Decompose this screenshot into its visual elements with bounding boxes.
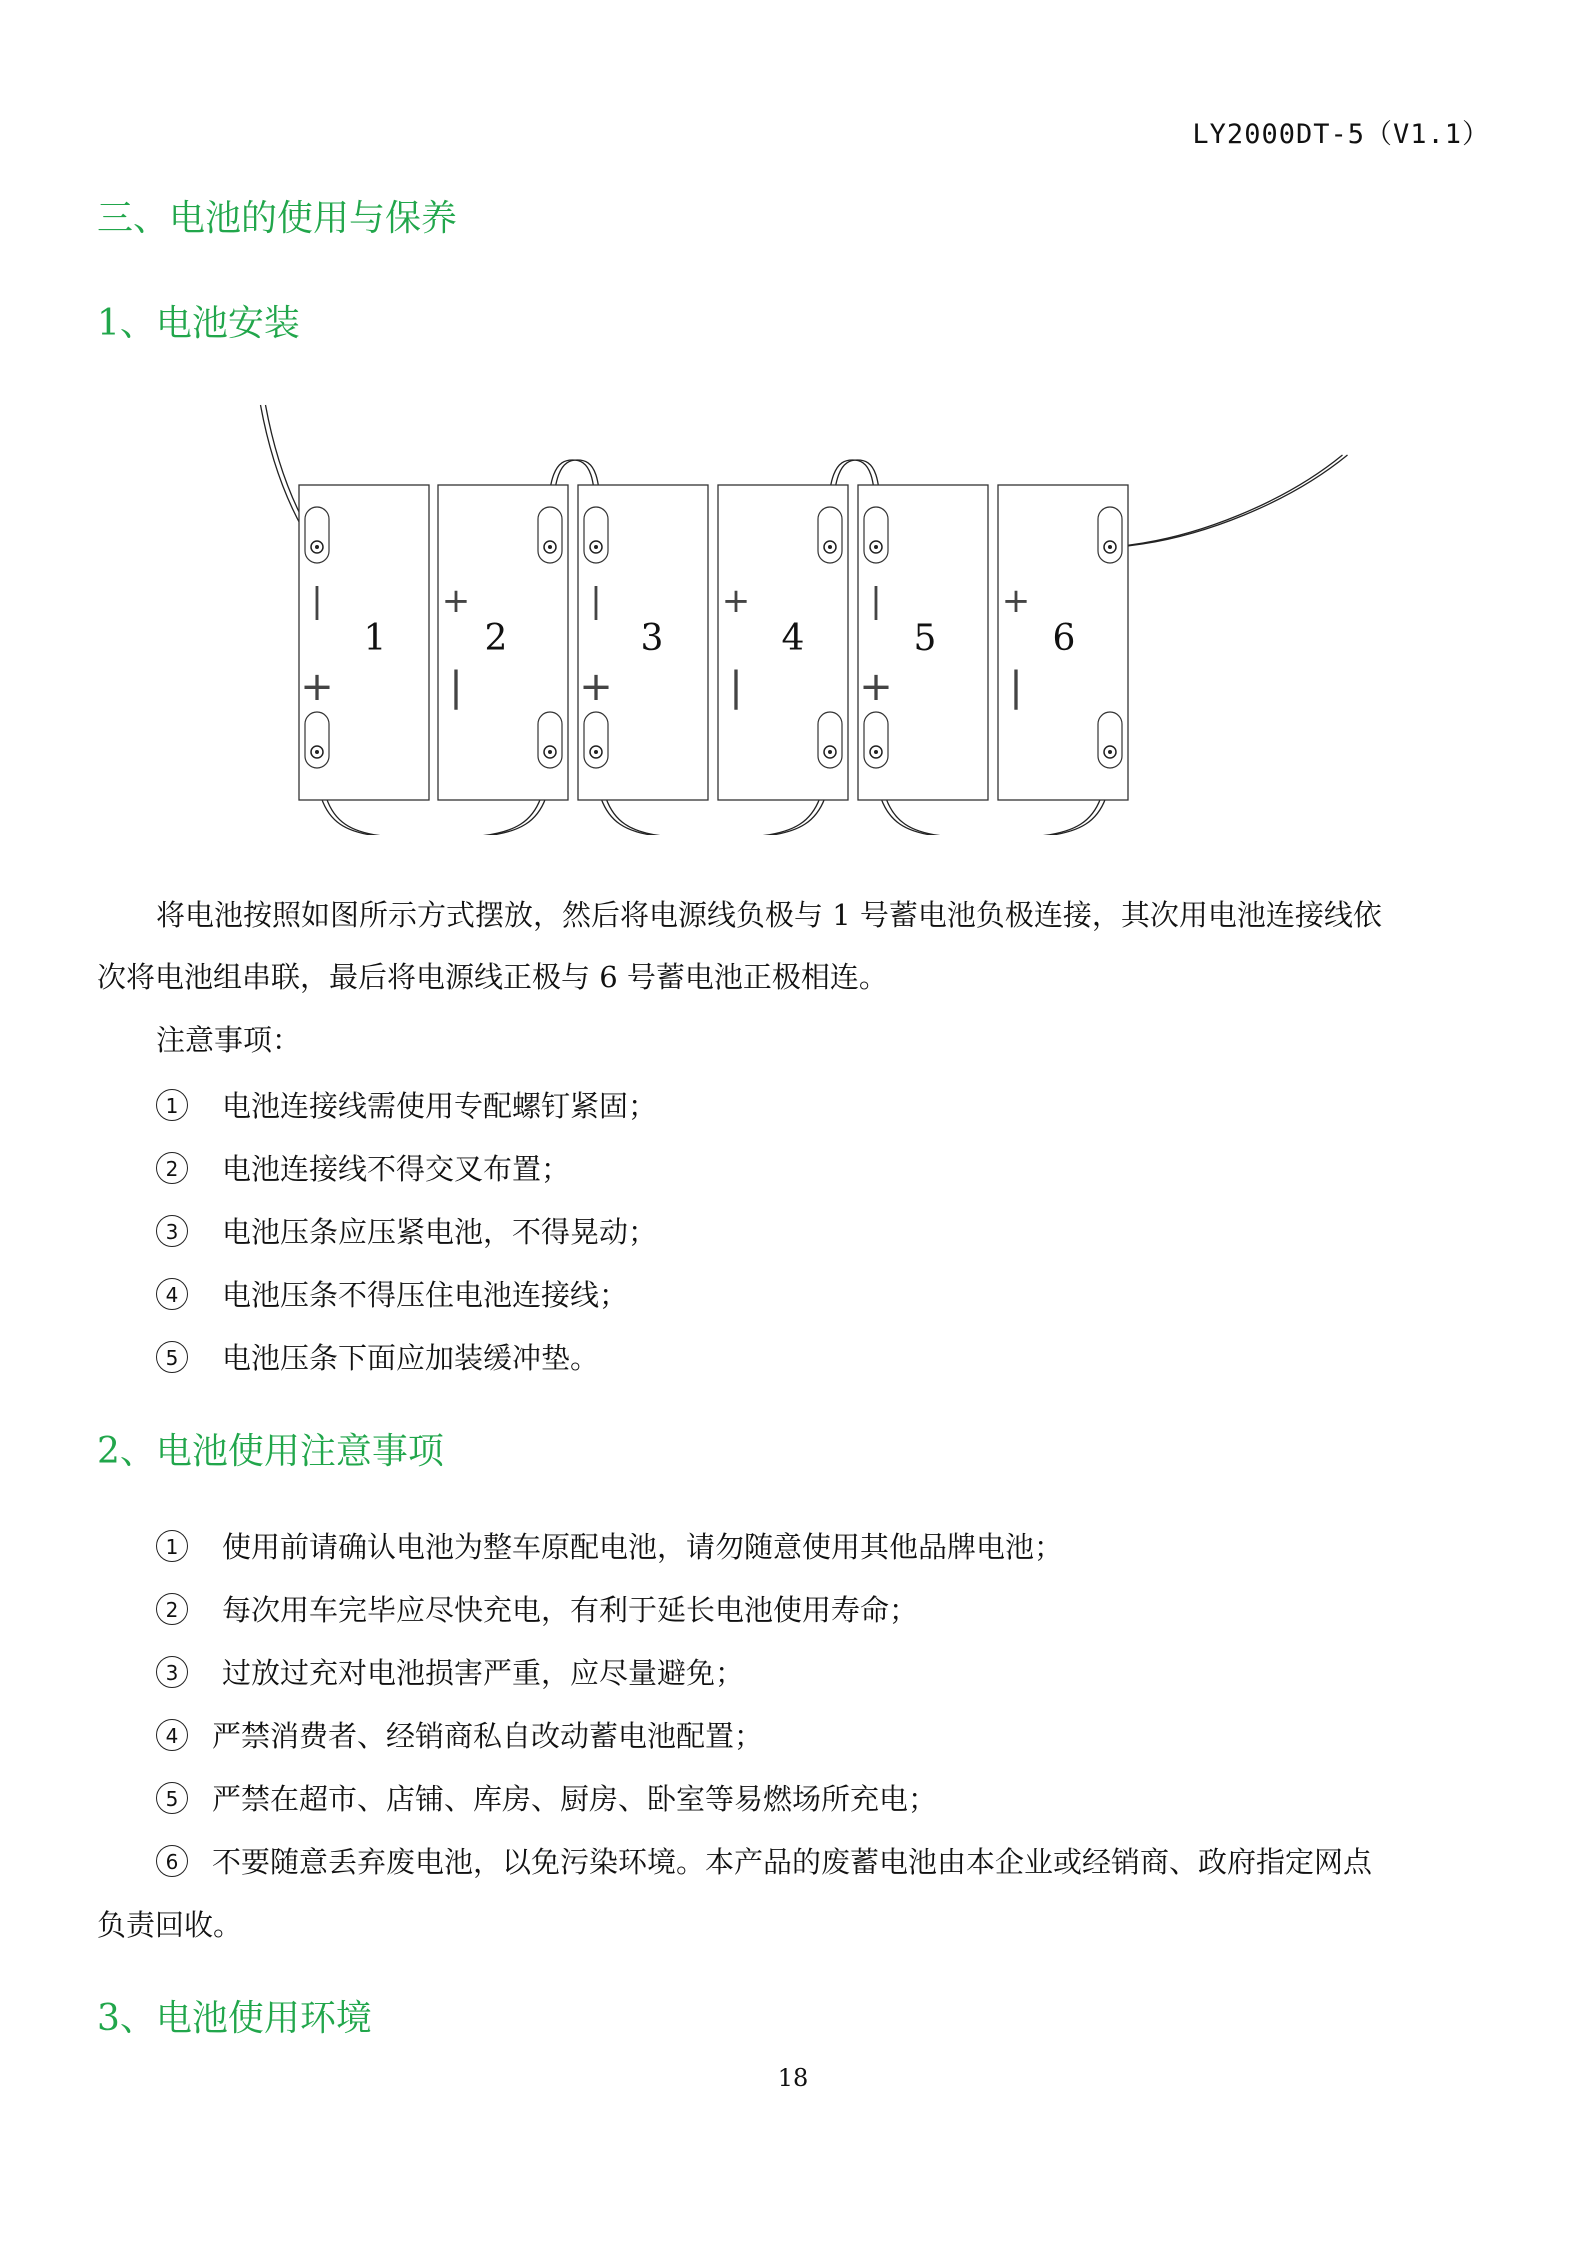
terminal-screw-center: [874, 750, 878, 754]
subsection-1-title: 1、电池安装: [97, 303, 300, 344]
terminal-screw-center: [594, 545, 598, 549]
note-item: [156, 1336, 599, 1377]
circled-number: 1: [156, 1089, 188, 1121]
note-item: [156, 1084, 657, 1125]
install-paragraph-line-1: 将电池按照如图所示方式摆放，然后将电源线负极与 1 号蓄电池负极连接，其次用电池连接线依: [156, 898, 1382, 932]
note-text: 电池压条应压紧电池，不得晃动；: [222, 1215, 658, 1249]
note-item: [156, 1273, 628, 1314]
note-item: [156, 1147, 570, 1188]
polarity-symbol: +: [859, 664, 893, 710]
polarity-symbol: |: [870, 581, 882, 621]
battery-number: 5: [913, 618, 937, 659]
polarity-symbol: |: [449, 664, 463, 710]
terminal-screw-center: [828, 750, 832, 754]
terminal-screw-center: [548, 545, 552, 549]
terminal-screw-center: [828, 545, 832, 549]
battery-1: [299, 485, 429, 800]
power-lead-positive: [1117, 455, 1348, 547]
terminal-screw-center: [1108, 750, 1112, 754]
polarity-symbol: +: [441, 581, 471, 621]
notes-title: 注意事项：: [156, 1023, 302, 1057]
circled-number: 2: [156, 1593, 188, 1625]
circled-number: 4: [156, 1278, 188, 1310]
circled-number: 2: [156, 1152, 188, 1184]
note-text: 电池压条下面应加装缓冲垫。: [222, 1341, 600, 1375]
usage-text: 每次用车完毕应尽快充电，有利于延长电池使用寿命；: [222, 1593, 919, 1627]
note-text: 电池压条不得压住电池连接线；: [222, 1278, 629, 1312]
battery-6: [998, 485, 1128, 800]
usage-text: 过放过充对电池损害严重，应尽量避免；: [222, 1656, 745, 1690]
battery-4: [718, 485, 848, 800]
battery-number: 3: [640, 618, 664, 659]
circled-number: 4: [156, 1719, 188, 1751]
battery-5: [858, 485, 988, 800]
battery-wiring-diagram: [255, 395, 1365, 835]
polarity-symbol: |: [1009, 664, 1023, 710]
terminal-screw-center: [315, 750, 319, 754]
usage-item: [156, 1651, 744, 1692]
usage-text: 使用前请确认电池为整车原配电池，请勿随意使用其他品牌电池；: [222, 1530, 1064, 1564]
usage-item: [156, 1525, 1063, 1566]
polarity-symbol: |: [311, 581, 323, 621]
document-code: LY2000DT-5（V1.1）: [1192, 119, 1490, 150]
usage-text: 严禁在超市、店铺、库房、厨房、卧室等易燃场所充电；: [212, 1782, 938, 1816]
terminal-screw-center: [1108, 545, 1112, 549]
circled-number: 5: [156, 1341, 188, 1373]
terminal-screw-center: [548, 750, 552, 754]
terminal-screw-center: [874, 545, 878, 549]
circled-number: 3: [156, 1215, 188, 1247]
subsection-3-title: 3、电池使用环境: [97, 1998, 372, 2039]
usage-item: [156, 1840, 1372, 1881]
polarity-symbol: +: [579, 664, 613, 710]
power-lead-positive: [1112, 455, 1343, 547]
usage-item: [156, 1777, 937, 1818]
battery-number: 6: [1052, 618, 1076, 659]
section-title: 三、电池的使用与保养: [97, 198, 458, 239]
terminal-screw-center: [594, 750, 598, 754]
polarity-symbol: +: [300, 664, 334, 710]
battery-number: 1: [363, 618, 387, 659]
battery-number: 4: [781, 618, 805, 659]
note-text: 电池连接线需使用专配螺钉紧固；: [222, 1089, 658, 1123]
note-text: 电池连接线不得交叉布置；: [222, 1152, 571, 1186]
polarity-symbol: +: [721, 581, 751, 621]
install-paragraph-line-2: 次将电池组串联，最后将电源线正极与 6 号蓄电池正极相连。: [97, 960, 888, 994]
battery-2: [438, 485, 568, 800]
battery-3: [578, 485, 708, 800]
usage-item-6-continued: 负责回收。: [97, 1908, 243, 1942]
circled-number: 6: [156, 1845, 188, 1877]
polarity-symbol: |: [729, 664, 743, 710]
page-number: 18: [777, 2064, 809, 2092]
terminal-screw-center: [315, 545, 319, 549]
note-item: [156, 1210, 657, 1251]
usage-text: 严禁消费者、经销商私自改动蓄电池配置；: [212, 1719, 764, 1753]
polarity-symbol: |: [590, 581, 602, 621]
battery-number: 2: [484, 618, 508, 659]
usage-item: [156, 1714, 763, 1755]
polarity-symbol: +: [1001, 581, 1031, 621]
circled-number: 3: [156, 1656, 188, 1688]
subsection-2-title: 2、电池使用注意事项: [97, 1431, 444, 1472]
circled-number: 5: [156, 1782, 188, 1814]
usage-item: [156, 1588, 918, 1629]
circled-number: 1: [156, 1530, 188, 1562]
usage-text: 不要随意丢弃废电池，以免污染环境。本产品的废蓄电池由本企业或经销商、政府指定网点: [212, 1845, 1373, 1879]
